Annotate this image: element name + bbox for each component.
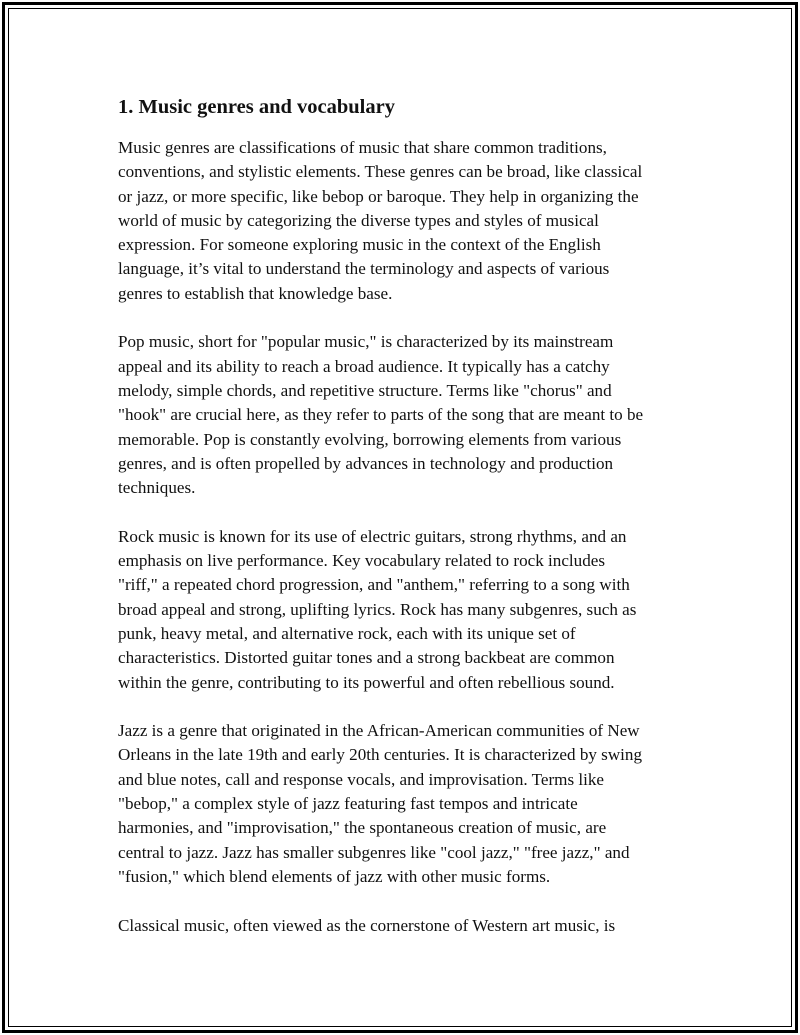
- text-line: appeal and its ability to reach a broad audience. It typically has a catchy: [118, 356, 610, 376]
- text-line: broad appeal and strong, uplifting lyrics. Rock has many subgenres, such as: [118, 599, 637, 619]
- text-line: Jazz is a genre that originated in the African-American communities of New: [118, 721, 640, 741]
- text-line: Pop music, short for "popular music," is characterized by its mainstream: [118, 332, 614, 352]
- paragraph: [118, 914, 688, 938]
- text-line: techniques.: [118, 478, 196, 498]
- text-line: genres to establish that knowledge base.: [118, 283, 393, 303]
- text-line: language, it’s vital to understand the terminology and aspects of various: [118, 259, 610, 279]
- text-line: Classical music, often viewed as the cornerstone of Western art music, is: [118, 915, 616, 935]
- text-line: "hook" are crucial here, as they refer to parts of the song that are meant to be: [118, 405, 644, 425]
- text-line: Orleans in the late 19th and early 20th centuries. It is characterized by swing: [118, 745, 643, 765]
- text-line: conventions, and stylistic elements. These genres can be broad, like classical: [118, 162, 643, 182]
- text-line: melody, simple chords, and repetitive structure. Terms like "chorus" and: [118, 380, 612, 400]
- paragraph: [118, 525, 688, 695]
- text-line: and blue notes, call and response vocals, and improvisation. Terms like: [118, 769, 605, 789]
- text-line: within the genre, contributing to its powerful and often rebellious sound.: [118, 672, 615, 692]
- text-line: characteristics. Distorted guitar tones and a strong backbeat are common: [118, 648, 615, 668]
- text-line: world of music by categorizing the diverse types and styles of musical: [118, 210, 599, 230]
- paragraph: [118, 719, 688, 889]
- paragraph: [118, 136, 688, 306]
- text-line: Music genres are classifications of music that share common traditions,: [118, 138, 607, 157]
- text-line: central to jazz. Jazz has smaller subgenres like "cool jazz," "free jazz," and: [118, 842, 630, 862]
- text-line: "riff," a repeated chord progression, and "anthem," referring to a song with: [118, 575, 630, 595]
- text-line: Rock music is known for its use of electric guitars, strong rhythms, and an: [118, 526, 627, 546]
- text-line: "fusion," which blend elements of jazz with other music forms.: [118, 866, 551, 886]
- text-line: emphasis on live performance. Key vocabulary related to rock includes: [118, 551, 605, 571]
- text-line: "bebop," a complex style of jazz featuring fast tempos and intricate: [118, 794, 578, 814]
- text-line: or jazz, or more specific, like bebop or baroque. They help in organizing the: [118, 186, 639, 206]
- text-line: harmonies, and "improvisation," the spontaneous creation of music, are: [118, 818, 607, 838]
- text-line: memorable. Pop is constantly evolving, borrowing elements from various: [118, 429, 622, 449]
- paragraph: [118, 330, 688, 500]
- document-body: [118, 136, 688, 938]
- section-heading: 1. Music genres and vocabulary: [118, 96, 395, 118]
- text-line: punk, heavy metal, and alternative rock, each with its unique set of: [118, 623, 576, 643]
- document-page: [118, 93, 688, 962]
- text-line: expression. For someone exploring music in the context of the English: [118, 235, 601, 255]
- text-line: genres, and is often propelled by advances in technology and production: [118, 453, 614, 473]
